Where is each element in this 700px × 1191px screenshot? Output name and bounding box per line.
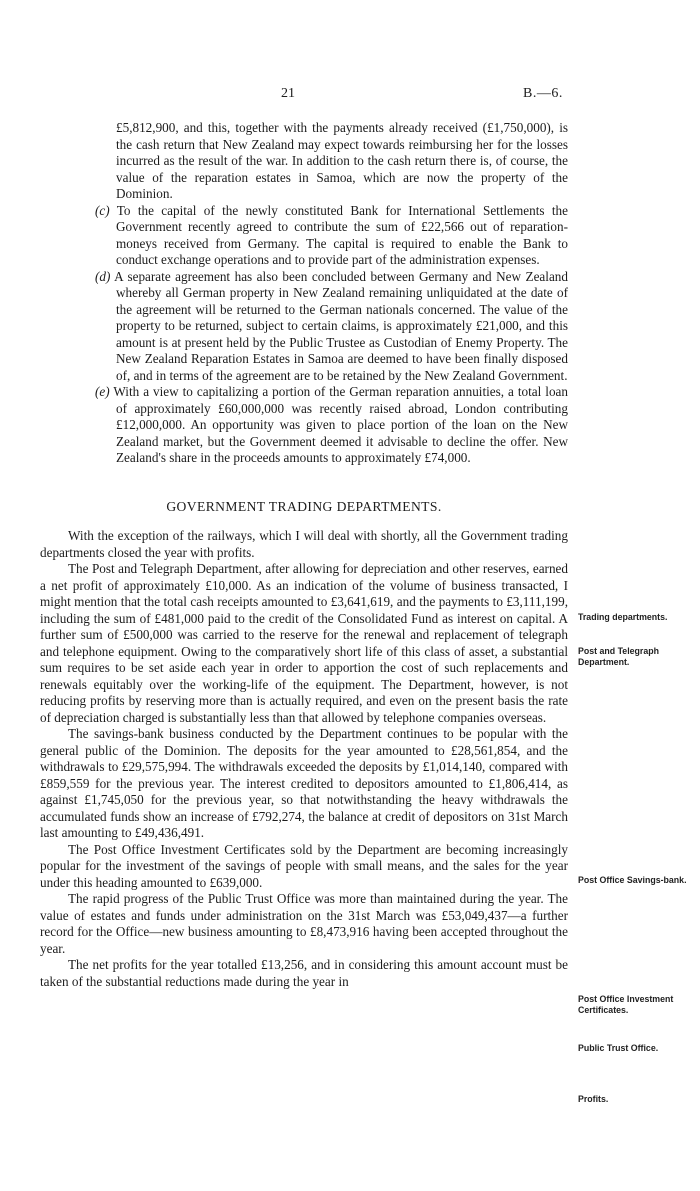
page-number: 21	[281, 86, 295, 101]
item-label: (d)	[95, 268, 111, 284]
item-label: (c)	[95, 202, 110, 218]
continuation-paragraph: £5,812,900, and this, together with the payments already received (£1,750,000), is the cash return that New Zealand may expect towards reimbursing her for the losses incurred as the result of the war. In addition to the cash return there is, of course, the value of the reparation estates in Samoa, which are now the property of the Dominion.	[116, 120, 568, 201]
list-item-e	[95, 384, 568, 467]
paragraph-savings-bank: The savings-bank business conducted by the Department continues to be popular with the general public of the Dominion. The deposits for the year amounted to £28,561,854, and the withdrawals to £29,575,994. The withdrawals exceeded the deposits by £1,014,140, compared with £859,559 for the previous year. The interest credited to depositors amounted to £1,806,414, as against £1,745,050 for the previous year, so that notwithstanding the heavy withdrawals the accumulated funds show an increase of £792,274, the balance at credit of depositors on 31st March last amounting to £49,436,491.	[40, 726, 568, 840]
item-text: With a view to capitalizing a portion of the German reparation annuities, a total loan of approximately £60,000,000 was recently raised abroad, London contributing £12,000,000. An opportunity was given to place portion of the loan on the New Zealand market, but the Government deemed it advisable to decline the offer. New Zealand's share in the proceeds amounts to approximately £74,000.	[113, 384, 568, 465]
paragraph-profits: The net profits for the year totalled £13,256, and in considering this amount account must be taken of the substantial reductions made during the year in	[40, 957, 568, 989]
item-text: To the capital of the newly constituted Bank for International Settlements the Government recently agreed to contribute the sum of £22,566 out of reparation-moneys received from Germany. The capital is required to enable the Bank to conduct exchange operations and to provide part of the administration expenses.	[116, 202, 568, 267]
margin-note-public-trust: Public Trust Office.	[578, 1043, 659, 1053]
list-item-c	[95, 202, 568, 269]
margin-note-profits: Profits.	[578, 1094, 609, 1104]
paragraph-post-telegraph: The Post and Telegraph Department, after allowing for depreciation and other reserves, earned a net profit of approximately £10,000. As an indication of the volume of business transacted, I might mention that the total cash receipts amounted to £3,641,619, and the payments to £3,111,199, including the sum of £481,000 paid to the credit of the Consolidated Fund as interest on capital. A further sum of £500,000 was carried to the reserve for the renewal and replacement of telegraph and telephone equipment. Owing to the comparatively short life of this class of asset, a substantial sum requires to be set aside each year in order to apportion the cost of such replacements and renewals equitably over the working-life of the equipment. The Department, however, is not reducing profits by reserving more than is actually required, and even on the present basis the rate of depreciation charged is substantially less than that allowed by telephone companies overseas.	[40, 561, 568, 725]
margin-note-investment: Post Office Investment Certificates.	[578, 994, 674, 1015]
paragraph-trading: With the exception of the railways, which I will deal with shortly, all the Government trading departments closed the year with profits.	[40, 528, 568, 560]
document-reference: B.—6.	[523, 86, 563, 101]
margin-note-trading: Trading departments.	[578, 612, 668, 622]
paragraph-public-trust: The rapid progress of the Public Trust Office was more than maintained during the year. The value of estates and funds under administration on the 31st March was £53,049,437—a further record for the Office—new business amounting to £8,473,916 having been accepted throughout the year.	[40, 891, 568, 956]
margin-note-post-telegraph: Post and Telegraph Department.	[578, 646, 659, 667]
page-header	[0, 86, 700, 106]
list-item-d	[95, 268, 568, 385]
section-heading: GOVERNMENT TRADING DEPARTMENTS.	[166, 498, 442, 514]
item-text: A separate agreement has also been concluded between Germany and New Zealand whereby all German property in New Zealand remaining unliquidated at the date of the agreement will be returned to the German nationals concerned. The value of the property to be returned, subject to certain claims, is approximately £21,000, and this amount is at present held by the Public Trustee as Custodian of Enemy Property. The New Zealand Reparation Estates in Samoa are deemed to have been finally disposed of, and in terms of the agreement are to be retained by the New Zealand Government.	[114, 268, 568, 383]
main-text	[40, 120, 568, 990]
margin-note-savings-bank: Post Office Savings-bank.	[578, 875, 687, 885]
paragraph-investment-certificates: The Post Office Investment Certificates sold by the Department are becoming increasingly popular for the investment of the savings of people with small means, and the sales for the year under this heading amounted to £639,000.	[40, 841, 568, 890]
item-label: (e)	[95, 384, 110, 399]
